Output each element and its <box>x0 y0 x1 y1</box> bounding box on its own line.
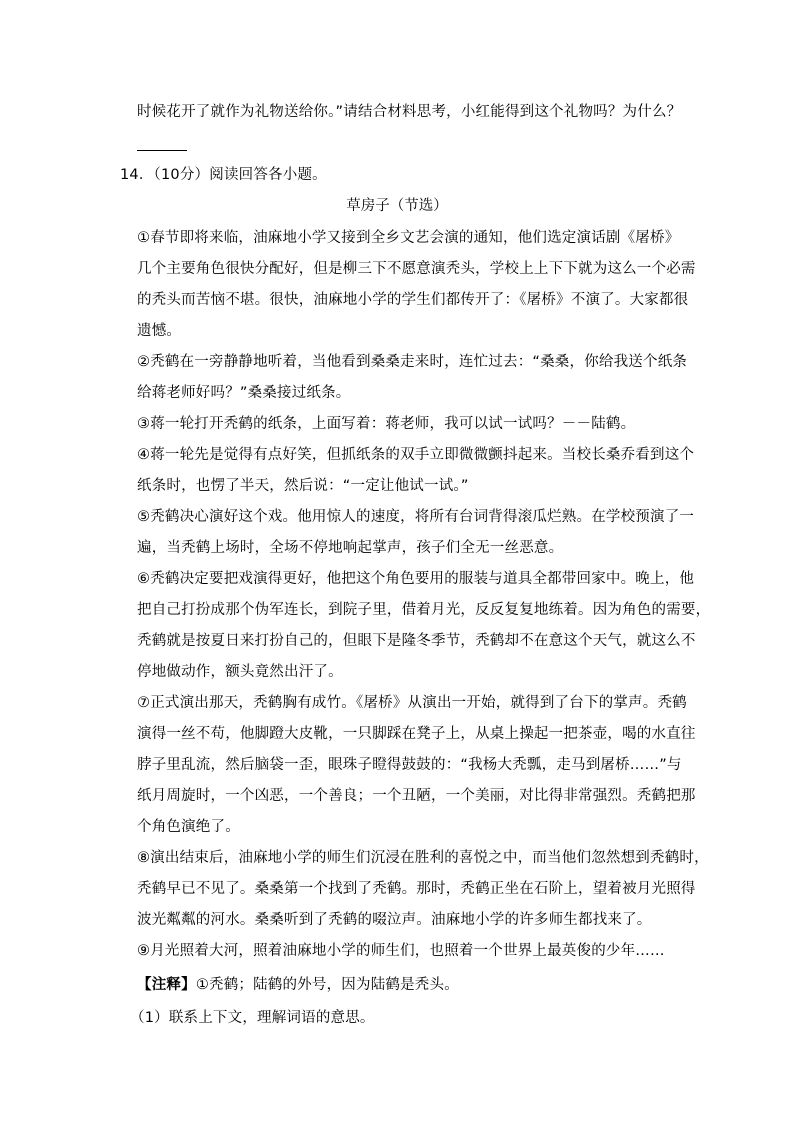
passage-line: ⑦正式演出那天，秃鹤胸有成竹。《屠桥》从演出一开始，就得到了台下的掌声。秃鹤 <box>137 695 687 711</box>
passage-line: ⑥秃鹤决定要把戏演得更好，他把这个角色要用的服装与道具全都带回家中。晚上，他 <box>137 571 695 587</box>
passage-line: ⑤秃鹤决心演好这个戏。他用惊人的速度，将所有台词背得滚瓜烂熟。在学校预演了一 <box>137 509 695 525</box>
sub-question-1: （1）联系上下文，理解词语的意思。 <box>130 1010 375 1026</box>
passage-line: 遗憾。 <box>137 323 182 339</box>
passage-line: 停地做动作，额头竟然出汗了。 <box>137 664 343 680</box>
passage-line: 波光粼粼的河水。桑桑听到了秃鹤的啜泣声。油麻地小学的许多师生都找来了。 <box>137 912 652 928</box>
question-13-tail-text: 时候花开了就作为礼物送给你。”请结合材料思考，小红能得到这个礼物吗？为什么？ <box>137 104 682 120</box>
passage-line: 秃鹤早已不见了。桑桑第一个找到了秃鹤。那时，秃鹤正坐在石阶上，望着被月光照得 <box>137 881 696 897</box>
passage-line: ①春节即将来临，油麻地小学又接到全乡文艺会演的通知，他们选定演话剧《屠桥》 <box>137 230 680 246</box>
passage-title: 草房子（节选） <box>346 198 448 214</box>
passage-line: 纸月周旋时，一个凶恶，一个善良；一个丑陋，一个美丽，对比得非常强烈。秃鹤把那 <box>137 788 696 804</box>
passage-line: 个角色演绝了。 <box>137 819 240 835</box>
passage-line: 给蒋老师好吗？”桑桑接过纸条。 <box>137 385 351 401</box>
annotation-text: ①秃鹤；陆鹤的外号，因为陆鹤是秃头。 <box>195 977 459 993</box>
passage-line: 遍，当秃鹤上场时，全场不停地响起掌声，孩子们全无一丝恶意。 <box>137 540 564 556</box>
question-14-header: 14．（10分）阅读回答各小题。 <box>120 167 327 183</box>
passage-line: 把自己打扮成那个伪军连长，到院子里，借着月光，反反复复地练着。因为角色的需要， <box>137 602 711 618</box>
passage-line: 秃鹤就是按夏日来打扮自己的，但眼下是隆冬季节，秃鹤却不在意这个天气，就这么不 <box>137 633 696 649</box>
passage-line: 演得一丝不苟，他脚蹬大皮靴，一只脚踩在凳子上，从桌上操起一把茶壶，喝的水直往 <box>137 726 696 742</box>
passage-line: 脖子里乱流，然后脑袋一歪，眼珠子瞪得鼓鼓的：“我杨大秃瓢，走马到屠桥……”与 <box>137 757 682 773</box>
annotation <box>137 975 459 995</box>
passage-line: ④蒋一轮先是觉得有点好笑，但抓纸条的双手立即微微颤抖起来。当校长桑乔看到这个 <box>137 447 695 463</box>
passage-line: 几个主要角色很快分配好，但是柳三下不愿意演秃头，学校上上下下就为这么一个必需 <box>137 261 696 277</box>
annotation-label: 【注释】 <box>137 977 196 993</box>
passage-line: ③蒋一轮打开秃鹤的纸条，上面写着：蒋老师，我可以试一试吗？－－陆鹤。 <box>137 416 636 432</box>
passage-line: 纸条时，也愣了半天，然后说：“一定让他试一试。” <box>137 478 469 494</box>
passage-line: ⑧演出结束后，油麻地小学的师生们沉浸在胜利的喜悦之中，而当他们忽然想到秃鹤时， <box>137 850 709 866</box>
passage-line: 的秃头而苦恼不堪。很快，油麻地小学的学生们都传开了：《屠桥》不演了。大家都很 <box>137 292 689 308</box>
passage-line: ⑨月光照着大河，照着油麻地小学的师生们，也照着一个世界上最英俊的少年…… <box>137 943 665 959</box>
passage-line: ②秃鹤在一旁静静地听着，当他看到桑桑走来时，连忙过去：“桑桑，你给我送个纸条 <box>137 354 688 370</box>
answer-blank-line <box>137 150 187 151</box>
